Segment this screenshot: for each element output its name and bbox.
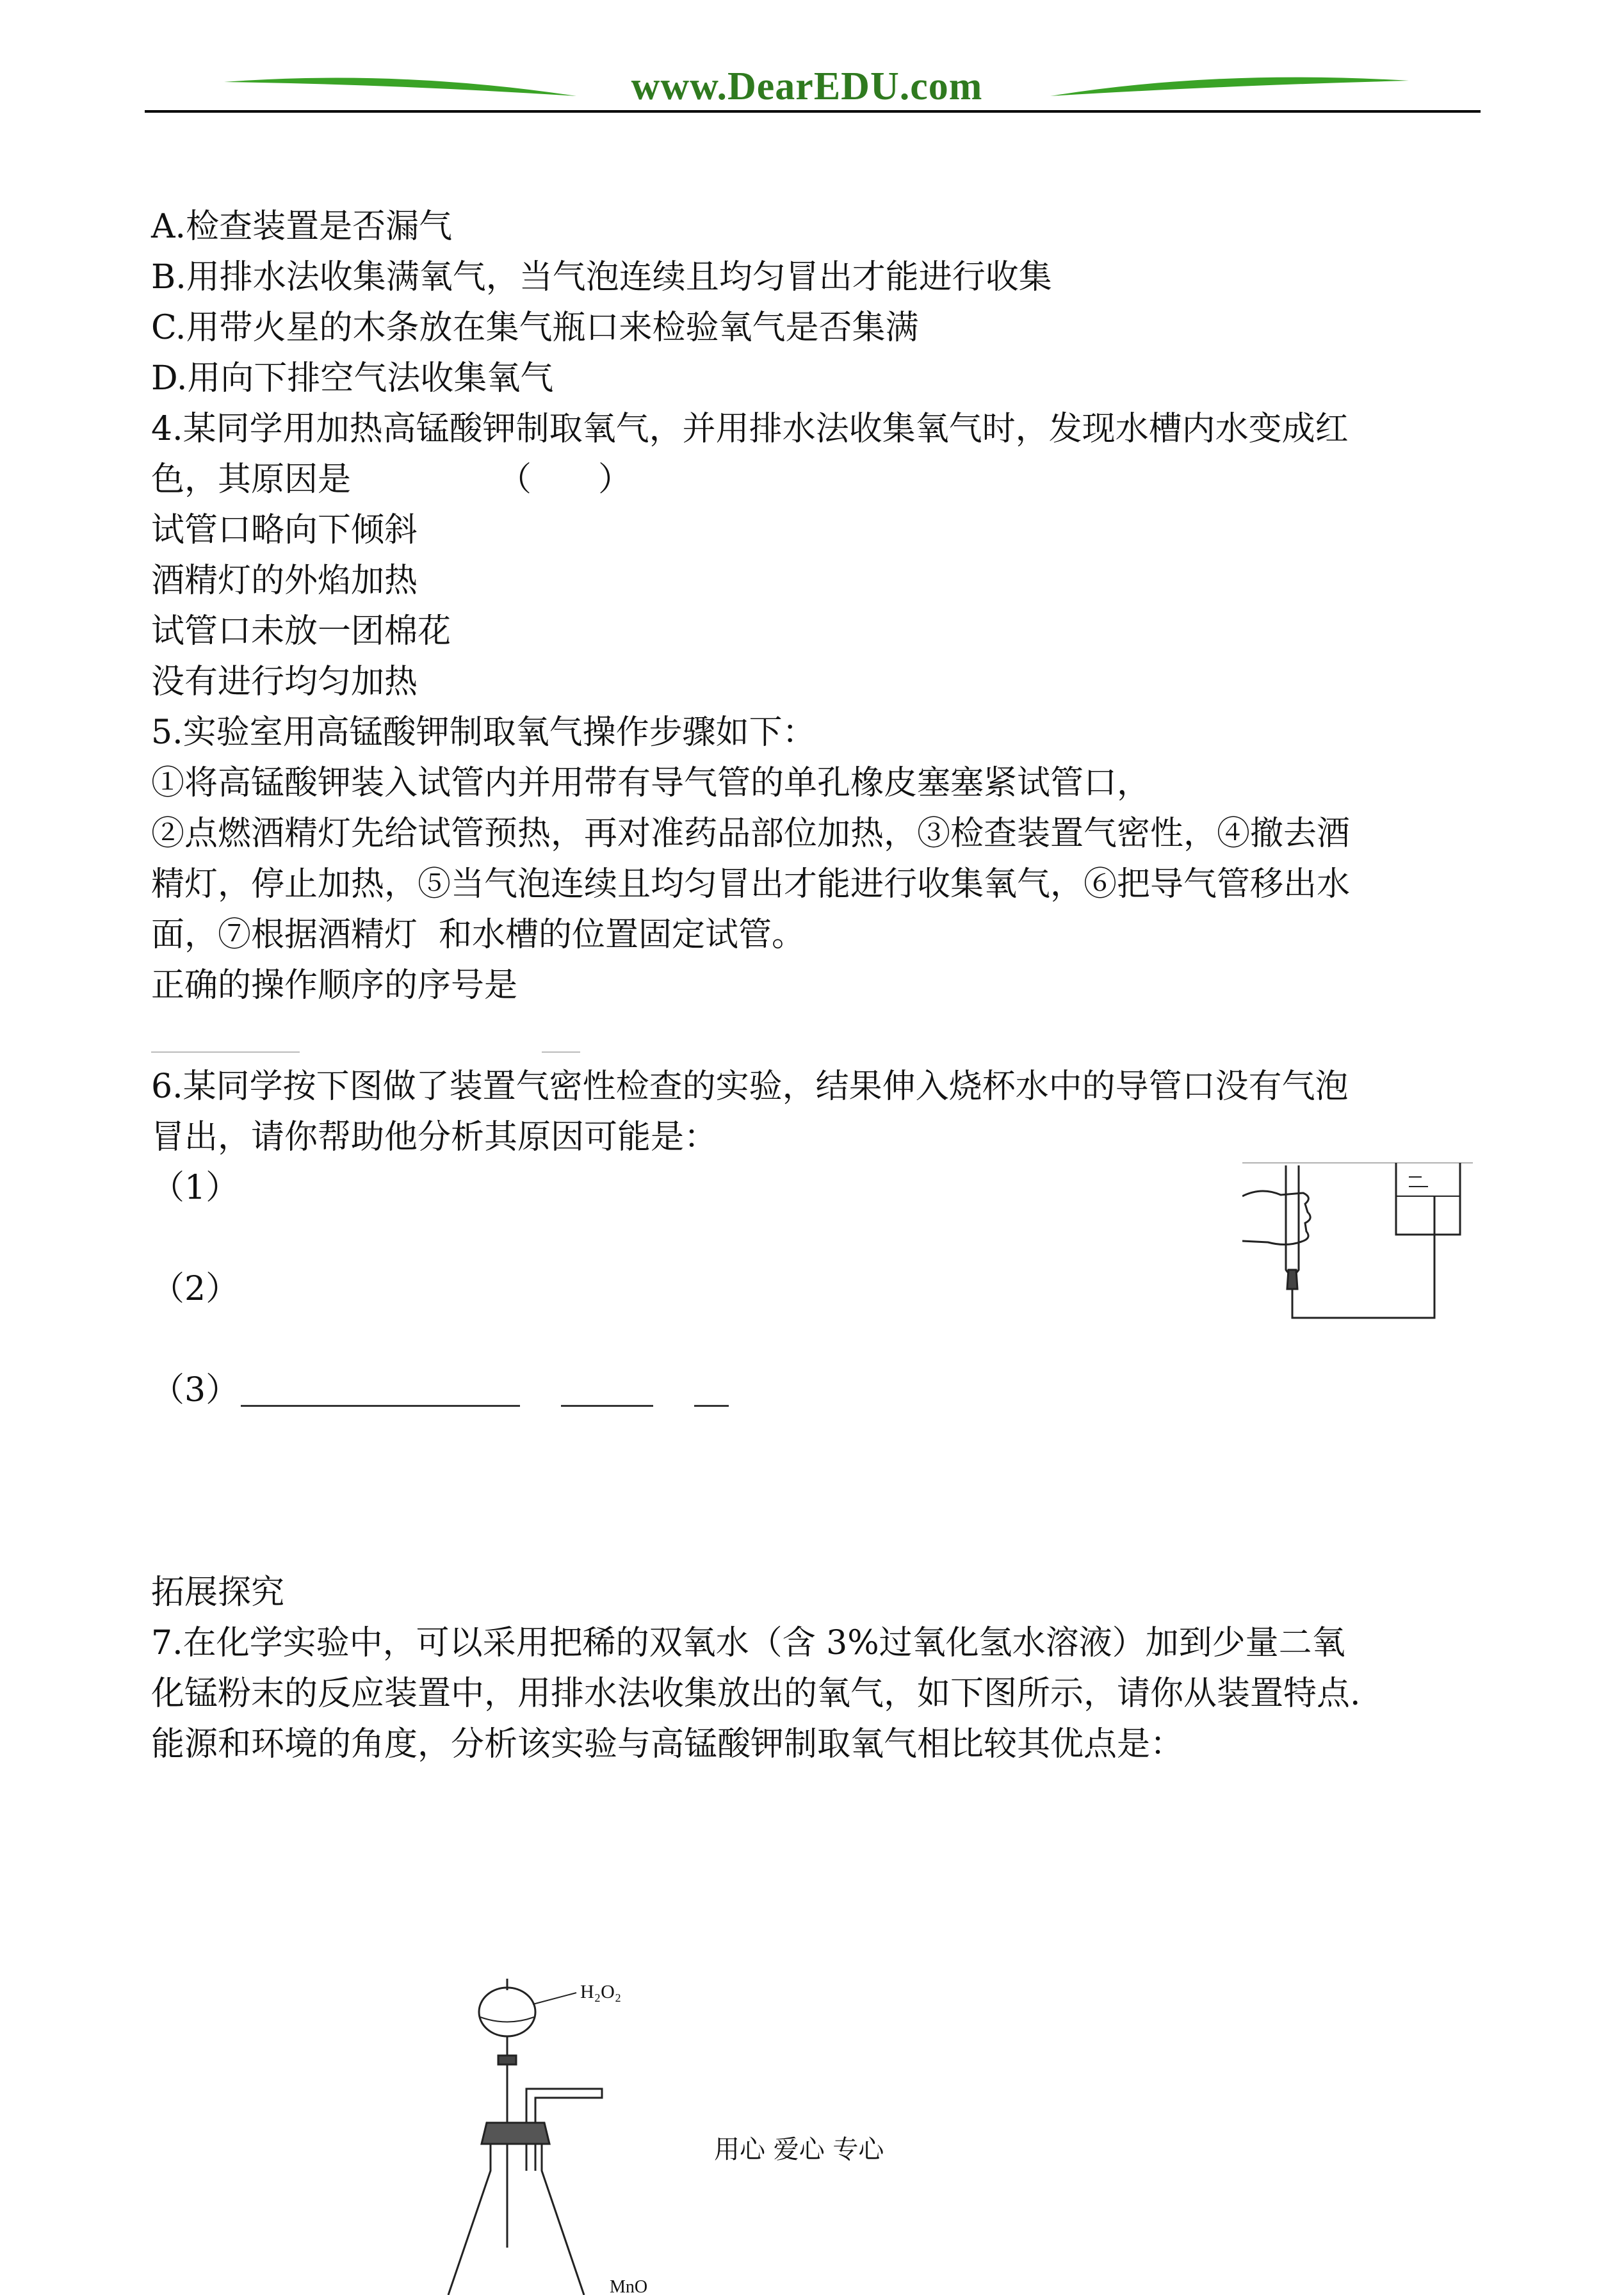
q4-stem-text: 色，其原因是	[151, 460, 352, 499]
q7-stem-line3: 能源和环境的角度，分析该实验与高锰酸钾制取氧气相比较其优点是：	[151, 1725, 1184, 1764]
q5-step-1: ①将高锰酸钾装入试管内并用带有导气管的单孔橡皮塞塞紧试管口，	[151, 764, 1151, 802]
q5-steps-4-6: 精灯，停止加热，⑤当气泡连续且均匀冒出才能进行收集氧气，⑥把导气管移出水	[151, 865, 1351, 904]
answer-underline	[241, 1405, 520, 1407]
q4-stem-line1: 4.某同学用加热高锰酸钾制取氧气，并用排水法收集氧气时，发现水槽内水变成红	[151, 410, 1349, 448]
q4-answer-paren: （ ）	[498, 460, 632, 499]
header-rule	[145, 110, 1481, 113]
q7-stem-line2: 化锰粉末的反应装置中，用排水法收集放出的氧气，如下图所示，请你从装置特点.	[151, 1675, 1361, 1713]
q7-stem-line1: 7.在化学实验中，可以采用把稀的双氧水（含 3%过氧化氢水溶液）加到少量二氧	[151, 1624, 1345, 1662]
hand	[1242, 1191, 1310, 1245]
beaker	[1396, 1163, 1460, 1235]
page-header	[0, 0, 1624, 122]
site-logo-text: www.DearEDU.com	[631, 65, 983, 108]
answer-underline	[694, 1405, 729, 1407]
label-leader	[533, 1993, 576, 2004]
q3-option-c: C.用带火星的木条放在集气瓶口来检验氧气是否集满	[151, 309, 919, 347]
q6-answer-2: （2）	[151, 1270, 240, 1308]
answer-underline	[151, 1051, 300, 1053]
q4-stem-line2	[151, 455, 1490, 505]
answer-underline	[561, 1405, 653, 1407]
left-swoosh	[224, 78, 576, 96]
q6-answer-1: （1）	[151, 1169, 240, 1207]
q5-steps-2-4: ②点燃酒精灯先给试管预热，再对准药品部位加热，③检查装置气密性，④撤去酒	[151, 815, 1351, 853]
q4-option-d: 没有进行均匀加热	[151, 663, 418, 701]
q6-stem-line2: 冒出，请你帮助他分析其原因可能是：	[151, 1118, 718, 1156]
test-tube	[1286, 1165, 1299, 1275]
q6-answer-3-row	[151, 1365, 1490, 1416]
q3-option-a: A.检查装置是否漏气	[151, 207, 453, 246]
q4-option-b: 酒精灯的外焰加热	[151, 562, 418, 600]
q5-answer-blank	[151, 1011, 1490, 1062]
right-swoosh	[1050, 77, 1409, 96]
q3-option-b: B.用排水法收集满氧气，当气泡连续且均匀冒出才能进行收集	[151, 258, 1052, 296]
h2o2-label: H₂O₂	[580, 1981, 622, 2002]
q6-stem-line1: 6.某同学按下图做了装置气密性检查的实验，结果伸入烧杯水中的导管口没有气泡	[151, 1067, 1349, 1106]
q5-stem: 5.实验室用高锰酸钾制取氧气操作步骤如下：	[151, 713, 816, 752]
q6-answer-3: （3）	[151, 1371, 240, 1409]
document-body	[151, 202, 1490, 1770]
mno2-label: MnO	[610, 2277, 648, 2295]
separatory-funnel	[479, 1988, 535, 2036]
q4-option-a: 试管口略向下倾斜	[151, 511, 418, 549]
airtightness-check-figure	[1242, 1158, 1473, 1324]
flask-stopper	[482, 2123, 549, 2144]
conical-flask	[448, 2144, 584, 2295]
page-footer: 用心 爱心 专心	[714, 2135, 884, 2164]
oxygen-generation-apparatus-figure	[384, 1979, 743, 2295]
answer-underline	[542, 1051, 580, 1053]
q5-question: 正确的操作顺序的序号是	[151, 966, 518, 1005]
stopcock	[498, 2056, 516, 2064]
delivery-tube	[1292, 1196, 1434, 1318]
q5-step-7: 面，⑦根据酒精灯 和水槽的位置固定试管。	[151, 916, 806, 954]
q3-option-d: D.用向下排空气法收集氧气	[151, 359, 554, 398]
stopper	[1287, 1270, 1297, 1289]
q4-option-c: 试管口未放一团棉花	[151, 612, 451, 651]
section-heading: 拓展探究	[151, 1573, 285, 1612]
